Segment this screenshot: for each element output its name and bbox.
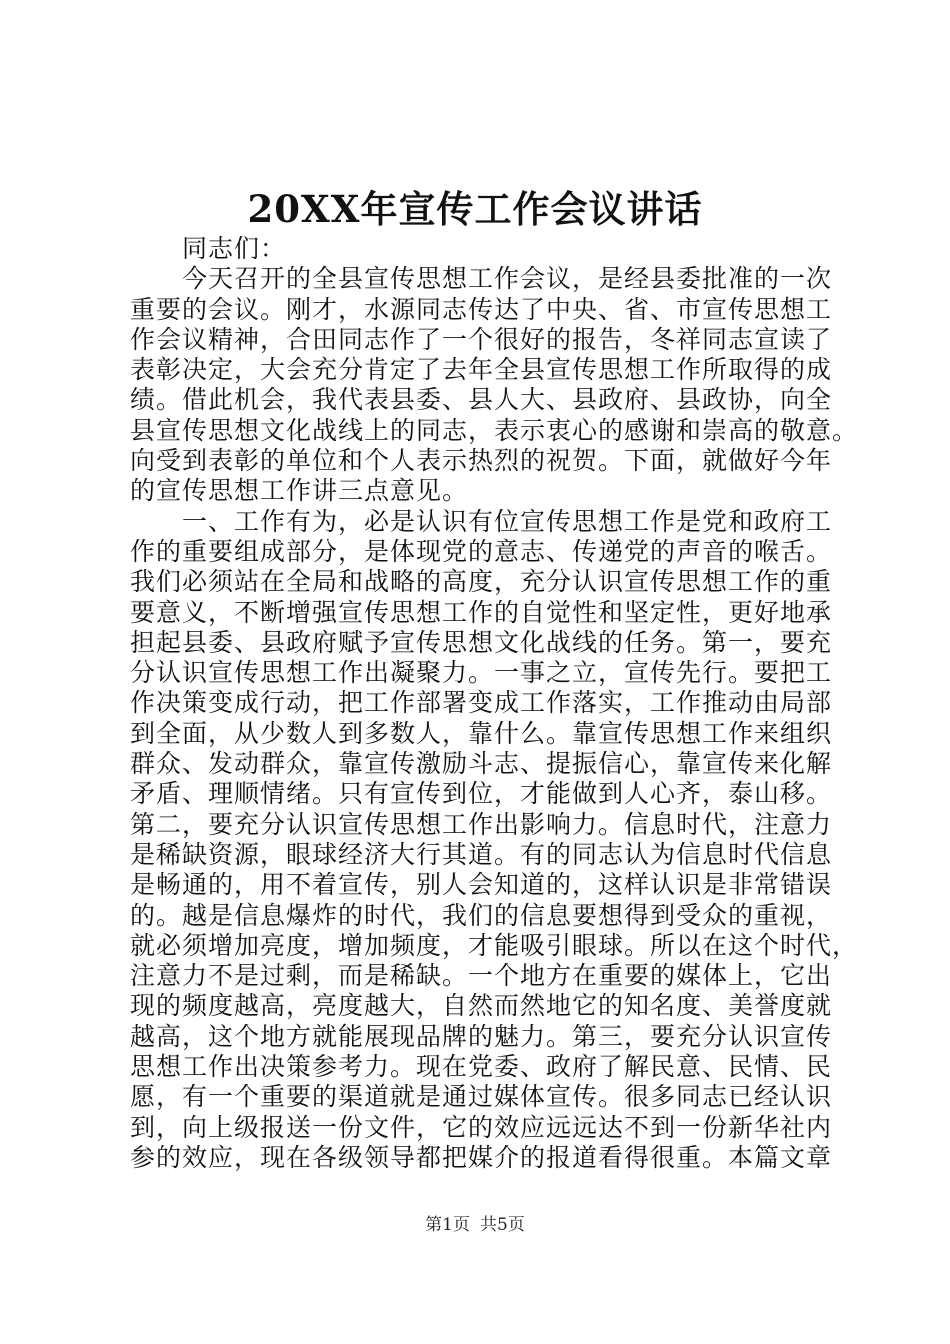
- text-line: 表彰决定，大会充分肯定了去年全县宣传思想工作所取得的成: [130, 355, 833, 385]
- text-line: 一、工作有为，必是认识有位宣传思想工作是党和政府工: [182, 506, 833, 536]
- text-line: 的宣传思想工作讲三点意见。: [130, 476, 469, 506]
- text-line: 现的频度越高，亮度越大，自然而然地它的知名度、美誉度就: [130, 991, 833, 1021]
- text-line: 作会议精神，合田同志作了一个很好的报告，冬祥同志宣读了: [130, 324, 833, 354]
- text-line: 绩。借此机会，我代表县委、县人大、县政府、县政协，向全: [130, 385, 833, 415]
- text-line: 到，向上级报送一份文件，它的效应远远达不到一份新华社内: [130, 1112, 833, 1142]
- text-line: 是稀缺资源，眼球经济大行其道。有的同志认为信息时代信息: [130, 839, 833, 869]
- text-line: 是畅通的，用不着宣传，别人会知道的，这样认识是非常错误: [130, 870, 833, 900]
- text-line: 分认识宣传思想工作出凝聚力。一事之立，宣传先行。要把工: [130, 658, 833, 688]
- text-line: 参的效应，现在各级领导都把媒介的报道看得很重。本篇文章: [130, 1142, 833, 1172]
- text-line: 要意义，不断增强宣传思想工作的自觉性和坚定性，更好地承: [130, 597, 833, 627]
- text-line: 今天召开的全县宣传思想工作会议，是经县委批准的一次: [182, 264, 833, 294]
- text-line: 越高，这个地方就能展现品牌的魅力。第三，要充分认识宣传: [130, 1021, 833, 1051]
- text-line: 的。越是信息爆炸的时代，我们的信息要想得到受众的重视，: [130, 900, 833, 930]
- text-line: 作决策变成行动，把工作部署变成工作落实，工作推动由局部: [130, 688, 833, 718]
- text-line: 到全面，从少数人到多数人，靠什么。靠宣传思想工作来组织: [130, 718, 833, 748]
- section-one-paragraph: [130, 506, 859, 1174]
- text-line: 思想工作出决策参考力。现在党委、政府了解民意、民情、民: [130, 1052, 833, 1082]
- page-number: 第1页: [425, 1215, 470, 1235]
- text-line: 就必须增加亮度，增加频度，才能吸引眼球。所以在这个时代，: [130, 930, 859, 960]
- text-line: 作的重要组成部分，是体现党的意志、传递党的声音的喉舌。: [130, 536, 833, 566]
- text-line: 向受到表彰的单位和个人表示热烈的祝贺。下面，就做好今年: [130, 446, 833, 476]
- text-line: 注意力不是过剩，而是稀缺。一个地方在重要的媒体上，它出: [130, 961, 833, 991]
- text-line: 群众、发动群众，靠宣传激励斗志、提振信心，靠宣传来化解: [130, 749, 833, 779]
- text-line: 同志们：: [182, 234, 287, 263]
- page-footer: [0, 1213, 950, 1237]
- document-title: 20XX年宣传工作会议讲话: [247, 187, 703, 231]
- text-line: 愿，有一个重要的渠道就是通过媒体宣传。很多同志已经认识: [130, 1082, 833, 1112]
- text-line: 县宣传思想文化战线上的同志，表示衷心的感谢和崇高的敬意。: [130, 415, 859, 445]
- page-total: 共5页: [480, 1215, 525, 1235]
- text-line: 我们必须站在全局和战略的高度，充分认识宣传思想工作的重: [130, 567, 833, 597]
- text-line: 矛盾、理顺情绪。只有宣传到位，才能做到人心齐，泰山移。: [130, 779, 833, 809]
- salutation-paragraph: [130, 234, 832, 264]
- text-line: 担起县委、县政府赋予宣传思想文化战线的任务。第一，要充: [130, 627, 833, 657]
- text-line: 重要的会议。刚才，水源同志传达了中央、省、市宣传思想工: [130, 294, 833, 324]
- document-body: [130, 234, 859, 1173]
- opening-paragraph: [130, 264, 859, 506]
- text-line: 第二，要充分认识宣传思想工作出影响力。信息时代，注意力: [130, 809, 833, 839]
